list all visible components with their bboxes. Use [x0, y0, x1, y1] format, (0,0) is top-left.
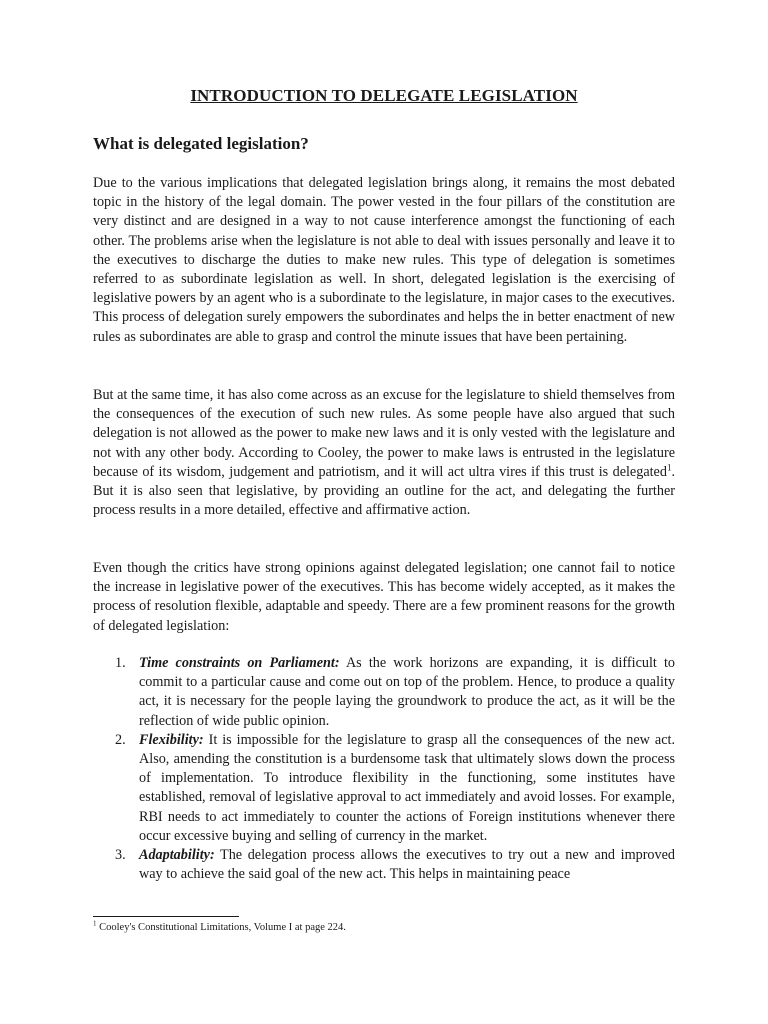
list-item	[93, 846, 675, 884]
paragraph-2-text-before-ref: But at the same time, it has also come across as an excuse for the legislature to shield themselves from the consequences of the execution of such new rules. As some people have also argued that such delegation is not allowed as the power to make new laws and it is only vested with the legislature and not with any other body. According to Cooley, the power to make laws is entrusted in the legislature because of its wisdom, judgement and patriotism, and it will act ultra vires if this trust is delegated	[93, 387, 675, 480]
paragraph-3: Even though the critics have strong opinions against delegated legislation; one cannot fail to notice the increase in legislative power of the executives. This has become widely accepted, as it makes the process of resolution flexible, adaptable and speedy. There are a few prominent reasons for the growth of delegated legislation:	[93, 560, 675, 634]
footnote	[93, 921, 346, 935]
list-item-lead: Time constraints on Parliament:	[139, 655, 340, 671]
footnote-mark: 1	[93, 919, 97, 928]
footnote-reference: 1	[666, 462, 672, 473]
document-title: INTRODUCTION TO DELEGATE LEGISLATION	[190, 86, 578, 105]
footnote-text: Cooley's Constitutional Limitations, Volume I at page 224.	[96, 922, 346, 933]
list-item-text: As the work horizons are expanding, it is difficult to commit to a particular cause and come out on top of the problem. Hence, to produce a quality act, it is necessary for the people laying the groundwork to produce the act, as it will be the reflection of wide public opinion.	[139, 655, 676, 729]
list-item	[93, 731, 675, 846]
footnote-divider	[93, 916, 239, 917]
paragraph-1: Due to the various implications that delegated legislation brings along, it remains the most debated topic in the history of the legal domain. The power vested in the four pillars of the constitution are very distinct and are designed in a way to not cause interference amongst the functioning of each other. The problems arise when the legislature is not able to deal with issues personally and leave it to the executives to discharge the duties to make new rules. This type of delegation is sometimes referred to as subordinate legislation as well. In short, delegated legislation is the exercising of legislative powers by an agent who is a subordinate to the legislature, in major cases to the executives. This process of delegation surely empowers the subordinates and helps the in better enactment of new rules as subordinates are able to grasp and control the minute issues that have been pertaining.	[93, 175, 675, 345]
list-item-number: 3.	[115, 847, 126, 864]
list-item-text: It is impossible for the legislature to grasp all the consequences of the new act. Also, amending the constitution is a burdensome task that ultimately slows down the process of implementation. To introduce flexibility in the functioning, some institutes have established, removal of legislative approval to act immediately and avoid losses. For example, RBI needs to act immediately to counter the actions of Foreign institutions whenever there occur excessive buying and selling of currency in the market.	[139, 731, 675, 844]
paragraph-2	[93, 386, 675, 520]
list-item	[93, 654, 675, 731]
list-item-lead: Flexibility:	[139, 731, 204, 748]
list-item-text: The delegation process allows the executives to try out a new and improved way to achieve the said goal of the new act. This helps in maintaining peace	[139, 847, 675, 883]
list-item-lead: Adaptability:	[139, 847, 215, 864]
list-item-number: 1.	[115, 655, 126, 671]
paragraph-2-text-after-ref: . But it is also seen that legislative, by providing an outline for the act, and delegating the further process results in a more detailed, effective and affirmative action.	[93, 463, 675, 519]
reasons-list	[93, 654, 675, 884]
list-item-number: 2.	[115, 731, 126, 748]
section-heading: What is delegated legislation?	[93, 134, 309, 153]
